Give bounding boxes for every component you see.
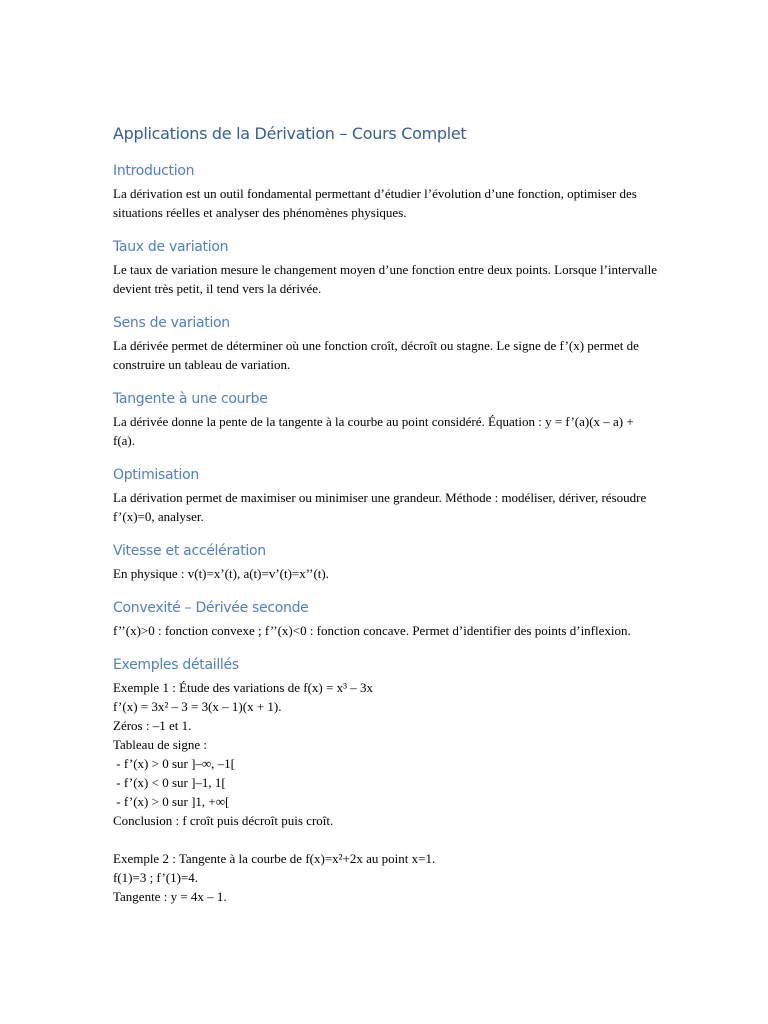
example-1-line: Zéros : –1 et 1. bbox=[113, 718, 192, 733]
heading-sens-de-variation: Sens de variation bbox=[113, 315, 230, 331]
example-1 bbox=[113, 678, 658, 830]
paragraph-optimisation: La dérivation permet de maximiser ou minimiser une grandeur. Méthode : modéliser, dériver, résoudre f’(x)=0, analyser. bbox=[113, 490, 647, 524]
paragraph-sens-de-variation: La dérivée permet de déterminer où une fonction croît, décroît ou stagne. Le signe de f’(x) permet de construire un tableau de variation. bbox=[113, 338, 639, 372]
paragraph-vitesse-acceleration: En physique : v(t)=x’(t), a(t)=v’(t)=x’’(t). bbox=[113, 566, 329, 581]
example-1-line: - f’(x) > 0 sur ]1, +∞[ bbox=[113, 794, 230, 809]
heading-optimisation: Optimisation bbox=[113, 467, 199, 483]
example-2 bbox=[113, 849, 658, 906]
heading-tangente: Tangente à une courbe bbox=[113, 391, 268, 407]
heading-introduction: Introduction bbox=[113, 163, 195, 179]
paragraph-introduction: La dérivation est un outil fondamental permettant d’étudier l’évolution d’une fonction, optimiser des situations réelles et analyser des phénomènes physiques. bbox=[113, 186, 637, 220]
example-2-line: Exemple 2 : Tangente à la courbe de f(x)=x²+2x au point x=1. bbox=[113, 851, 436, 866]
paragraph-convexite: f’’(x)>0 : fonction convexe ; f’’(x)<0 : fonction concave. Permet d’identifier des points d’inflexion. bbox=[113, 623, 631, 638]
heading-convexite: Convexité – Dérivée seconde bbox=[113, 600, 309, 616]
paragraph-tangente: La dérivée donne la pente de la tangente à la courbe au point considéré. Équation : y = f’(a)(x – a) + f(a). bbox=[113, 414, 634, 448]
example-1-line: f’(x) = 3x² – 3 = 3(x – 1)(x + 1). bbox=[113, 699, 282, 714]
example-1-line: Conclusion : f croît puis décroît puis croît. bbox=[113, 813, 334, 828]
example-1-line: - f’(x) < 0 sur ]–1, 1[ bbox=[113, 775, 226, 790]
example-1-line: Exemple 1 : Étude des variations de f(x) = x³ – 3x bbox=[113, 680, 373, 695]
example-2-line: Tangente : y = 4x – 1. bbox=[113, 889, 227, 904]
paragraph-taux-de-variation: Le taux de variation mesure le changement moyen d’une fonction entre deux points. Lorsque l’intervalle devient très petit, il tend vers la dérivée. bbox=[113, 262, 658, 296]
heading-vitesse-acceleration: Vitesse et accélération bbox=[113, 543, 266, 559]
page-title: Applications de la Dérivation – Cours Complet bbox=[113, 124, 467, 143]
example-1-line: - f’(x) > 0 sur ]–∞, –1[ bbox=[113, 756, 236, 771]
heading-taux-de-variation: Taux de variation bbox=[113, 239, 229, 255]
example-1-line: Tableau de signe : bbox=[113, 737, 208, 752]
example-2-line: f(1)=3 ; f’(1)=4. bbox=[113, 870, 199, 885]
heading-exemples: Exemples détaillés bbox=[113, 657, 239, 673]
